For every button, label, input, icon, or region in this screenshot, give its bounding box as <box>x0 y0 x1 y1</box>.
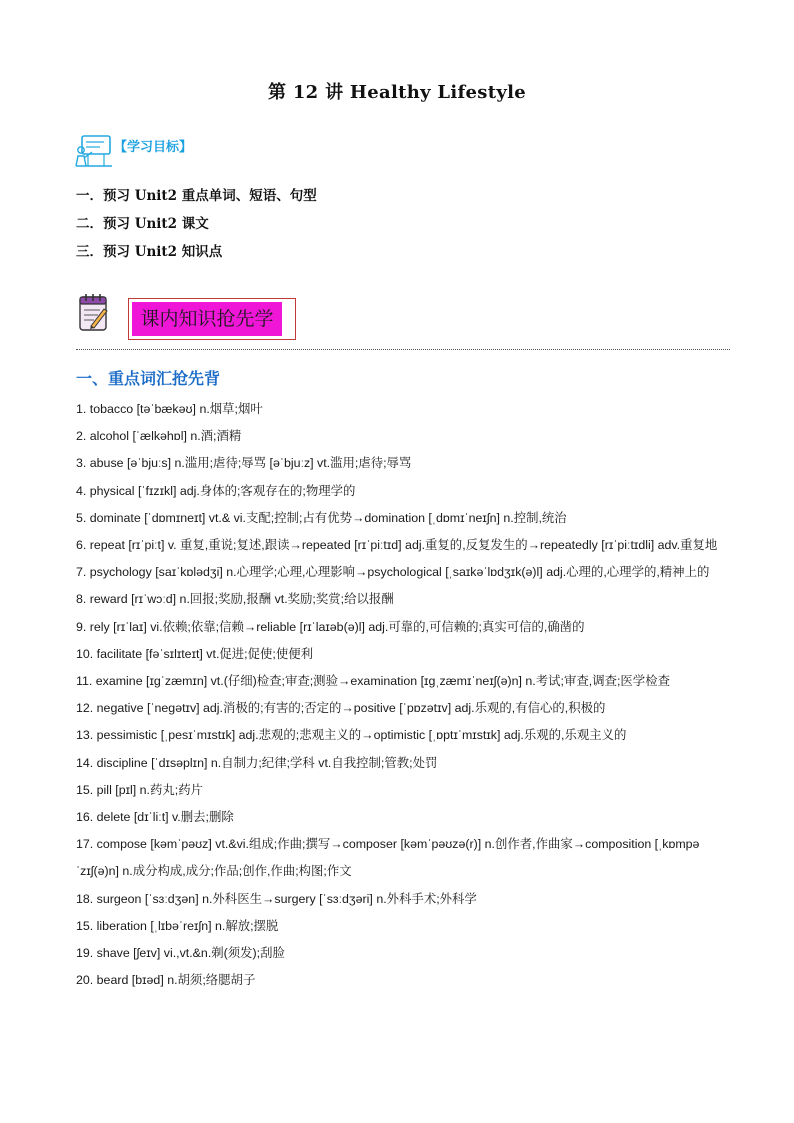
teacher-board-icon <box>74 132 114 170</box>
goal-item: 二．预习 Unit2 课文 <box>76 216 209 232</box>
vocab-entry: 15. pill [pɪl] n.药丸;药片 <box>76 782 203 797</box>
vocab-entry: 2. alcohol [ˈælkəhɒl] n.酒;酒精 <box>76 429 242 444</box>
vocab-entry: 19. shave [ʃeɪv] vi.,vt.&n.剃(须发);刮脸 <box>76 946 285 961</box>
vocab-entry: 18. surgeon [ˈsɜːdʒən] n.外科医生→surgery [ˈsɜːdʒəri] n.外科手术;外科学 <box>76 891 477 906</box>
notepad-pencil-icon <box>78 292 110 332</box>
vocab-entry: 10. facilitate [fəˈsɪlɪteɪt] vt.促进;促使;使便利 <box>76 646 314 661</box>
vocab-entry: 8. reward [rɪˈwɔːd] n.回报;奖励,报酬 vt.奖励;奖赏;给以报酬 <box>76 592 394 607</box>
section-heading: 一、重点词汇抢先背 <box>76 369 221 388</box>
vocab-entry: 20. beard [bɪəd] n.胡须;络腮胡子 <box>76 973 256 988</box>
divider <box>76 349 730 350</box>
vocab-entry: 4. physical [ˈfɪzɪkl] adj.身体的;客观存在的;物理学的 <box>76 483 356 498</box>
goal-item: 一．预习 Unit2 重点单词、短语、句型 <box>76 188 317 204</box>
vocab-entry: 15. liberation [ˌlɪbəˈreɪʃn] n.解放;摆脱 <box>76 918 279 933</box>
vocab-entry: 12. negative [ˈneɡətɪv] adj.消极的;有害的;否定的→positive [ˈpɒzətɪv] adj.乐观的,有信心的,积极的 <box>76 701 606 716</box>
vocab-entry: 9. rely [rɪˈlaɪ] vi.依赖;依靠;信赖→reliable [rɪˈlaɪəb(ə)l] adj.可靠的,可信赖的;真实可信的,确凿的 <box>76 619 585 634</box>
learning-goals-label: 【学习目标】 <box>114 140 193 155</box>
goal-item: 三．预习 Unit2 知识点 <box>76 244 223 260</box>
learning-goals-header <box>74 130 274 170</box>
section-banner-text: 课内知识抢先学 <box>132 302 282 336</box>
vocab-entry: 13. pessimistic [ˌpesɪˈmɪstɪk] adj.悲观的;悲观主义的→optimistic [ˌɒptɪˈmɪstɪk] adj.乐观的,乐观主义的 <box>76 728 627 743</box>
vocab-entry: 16. delete [dɪˈliːt] v.删去;删除 <box>76 810 234 825</box>
vocab-entry: 7. psychology [saɪˈkɒlədʒi] n.心理学;心理,心理影响→psychological [ˌsaɪkəˈlɒdʒɪk(ə)l] adj.心理的,心理学的,精神上的 <box>76 565 710 580</box>
vocab-entry: 1. tobacco [təˈbækəʊ] n.烟草;烟叶 <box>76 402 263 416</box>
section-banner <box>128 298 296 340</box>
vocab-entry: 14. discipline [ˈdɪsəplɪn] n.自制力;纪律;学科 vt.自我控制;管教;处罚 <box>76 755 438 770</box>
page-title: 第 12 讲 Healthy Lifestyle <box>267 82 527 103</box>
vocab-entry: 17. compose [kəmˈpəʊz] vt.&vi.组成;作曲;撰写→composer [kəmˈpəʊzə(r)] n.创作者,作曲家→composition [ˌkɒmpəˈzɪʃ(ə)n] n.成分构成,成分;作品;创作,作曲;构图;作文 <box>76 837 700 879</box>
vocab-entry: 6. repeat [rɪˈpiːt] v. 重复,重说;复述,跟读→repeated [rɪˈpiːtɪd] adj.重复的,反复发生的→repeatedly [rɪˈpiːtɪdli] adv.重复地 <box>76 538 718 553</box>
vocab-entry: 11. examine [ɪɡˈzæmɪn] vt.(仔细)检查;审查;测验→examination [ɪɡˌzæmɪˈneɪʃ(ə)n] n.考试;审查,调查;医学检查 <box>76 674 670 689</box>
vocabulary-list <box>76 396 726 994</box>
vocab-entry: 5. dominate [ˈdɒmɪneɪt] vt.& vi.支配;控制;占有优势→domination [ˌdɒmɪˈneɪʃn] n.控制,统治 <box>76 510 567 525</box>
vocab-entry: 3. abuse [əˈbjuːs] n.滥用;虐待;辱骂 [əˈbjuːz] vt.滥用;虐待;辱骂 <box>76 456 412 471</box>
learning-goals-list <box>76 186 317 270</box>
